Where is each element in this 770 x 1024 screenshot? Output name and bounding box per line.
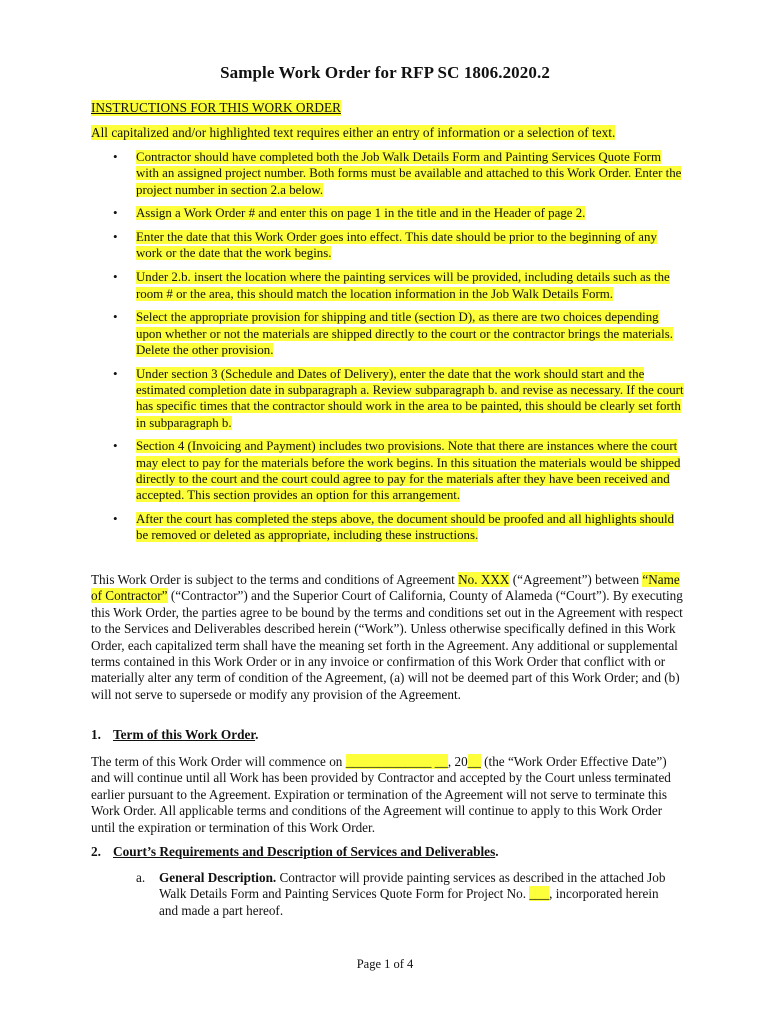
bullet-icon: • <box>113 269 118 285</box>
commence-year-field: __ <box>467 754 481 769</box>
instructions-intro-text: All capitalized and/or highlighted text requires either an entry of information or a selection of text. <box>91 125 616 140</box>
instructions-heading: INSTRUCTIONS FOR THIS WORK ORDER <box>91 100 341 115</box>
bullet-icon: • <box>113 229 118 245</box>
section-2-heading: 2. Court’s Requirements and Description of Services and Deliverables. <box>91 844 499 859</box>
contractor-name-field: “Name of Contractor” <box>91 572 680 604</box>
agreement-number-field: No. XXX <box>458 572 510 587</box>
bullet-icon: • <box>113 511 118 527</box>
section-1-heading: 1. Term of this Work Order. <box>91 727 259 742</box>
document-title: Sample Work Order for RFP SC 1806.2020.2 <box>220 63 550 82</box>
bullet-icon: • <box>113 365 118 381</box>
bullet-icon: • <box>113 438 118 454</box>
list-item: • Select the appropriate provision for shipping and title (section D), as there are two choices depending upon whether or not the materials are shipped directly to the court or the contractor brings the materials. Delete the other provision. <box>113 309 673 357</box>
list-item: • Section 4 (Invoicing and Payment) includes two provisions. Note that there are instances where the court may elect to pay for the materials before the work begins. In this situation the materials would be shipped directly to the court and the court could agree to pay for the materials after they have been received and accepted. This section provides an option for this arrangement. <box>113 438 681 503</box>
instructions-list <box>91 149 686 551</box>
instructions-intro <box>91 125 615 141</box>
agreement-paragraph: This Work Order is subject to the terms and conditions of Agreement No. XXX (“Agreement”) between “Name of Contractor” (“Contractor”) and the Superior Court of California, County of Alameda (“Court”). By executing this Work Order, the parties agree to be bound by the terms and conditions set out in the Agreement with respect to the Services and Deliverables described herein (“Work”). Unless otherwise specifically defined in this Work Order, each capitalized term shall have the meaning set forth in the Agreement. Any additional or supplemental terms contained in this Work Order or in any invoice or confirmation of this Work Order that conflict with or materially alter any term of condition of the Agreement, (a) will not be deemed part of this Work Order; and (b) will not serve to supersede or modify any provision of the Agreement. <box>91 572 683 702</box>
project-number-field: ___ <box>529 886 550 902</box>
commence-date-field: _____________ __ <box>345 754 448 769</box>
bullet-icon: • <box>113 205 118 221</box>
list-item: • Under 2.b. insert the location where the painting services will be provided, including details such as the room # or the area, this should match the location information in the Job Walk Details Form. <box>113 269 670 301</box>
list-item: • Contractor should have completed both the Job Walk Details Form and Painting Services Quote Form with an assigned project number. Both forms must be available and attached to this Work Order. Enter the project number in section 2.a below. <box>113 149 682 197</box>
bullet-icon: • <box>113 149 118 164</box>
bullet-icon: • <box>113 309 118 325</box>
section-1-paragraph: The term of this Work Order will commence on _____________ __, 20__ (the “Work Order Effective Date”) and will continue until all Work has been provided by Contractor and accepted by the Court unless terminated earlier pursuant to the Agreement. Expiration or termination of the Agreement will not serve to terminate this Work Order. All applicable terms and conditions of the Agreement will continue to apply to this Work Order until the expiration or termination of this Work Order. <box>91 754 671 835</box>
page-number: Page 1 of 4 <box>356 957 414 971</box>
list-item: • Under section 3 (Schedule and Dates of Delivery), enter the date that the work should start and the estimated completion date in subparagraph a. Review subparagraph b. and revise as necessary. If the court has specific times that the contractor should work in the area to be painted, this should be clearly set forth in subparagraph b. <box>113 365 684 430</box>
list-item: • After the court has completed the steps above, the document should be proofed and all highlights should be removed or deleted as appropriate, including these instructions. <box>113 511 675 543</box>
section-2a-paragraph: a. General Description. Contractor will provide painting services as described in the attached Job Walk Details Form and Painting Services Quote Form for Project No. ___, incorporated herein and made a part hereof. <box>136 870 666 918</box>
list-item: • Assign a Work Order # and enter this on page 1 in the title and in the Header of page 2. <box>113 205 586 221</box>
list-item: • Enter the date that this Work Order goes into effect. This date should be prior to the beginning of any work or the date that the work begins. <box>113 229 657 261</box>
